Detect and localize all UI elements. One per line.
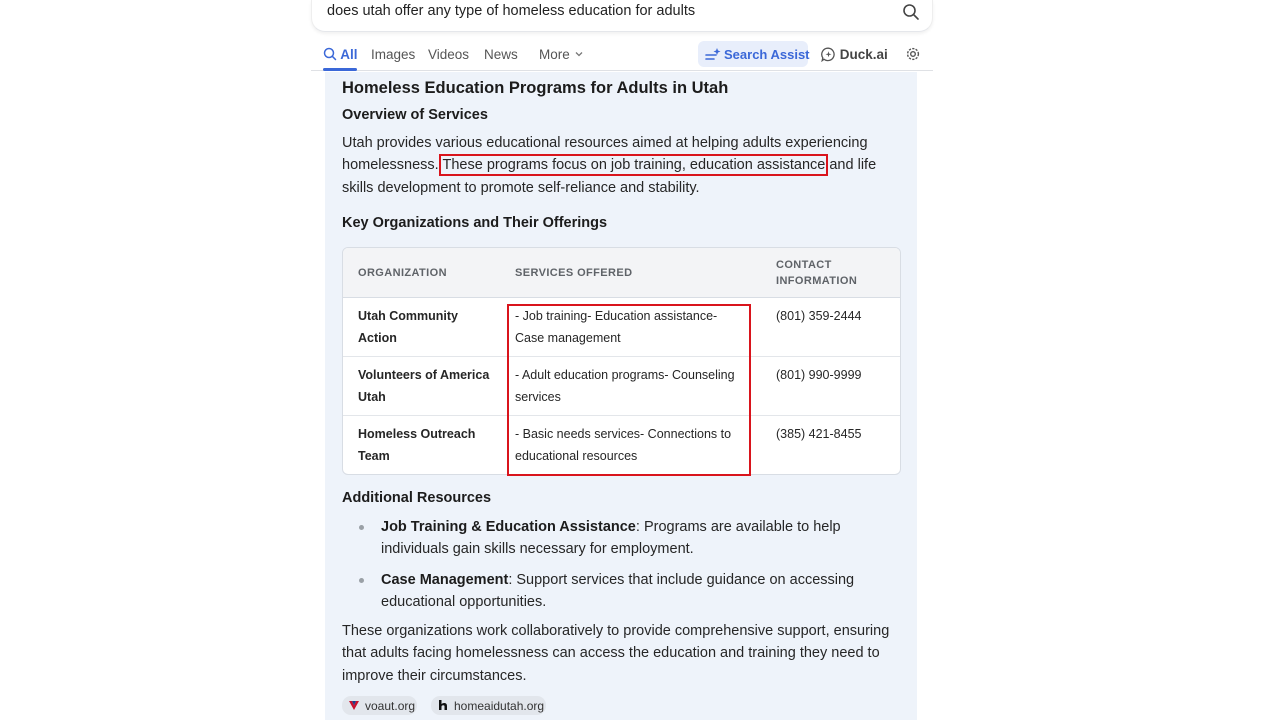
active-tab-indicator (323, 68, 357, 71)
resource-term: Job Training & Education Assistance (381, 519, 636, 535)
resource-desc: : Support services that include guidance on accessing educational opportunities. (381, 571, 855, 610)
duck-ai-label: Duck.ai (839, 47, 888, 62)
list-item (342, 569, 902, 614)
voa-logo-icon (348, 699, 360, 711)
closing-paragraph: These organizations work collaboratively to provide comprehensive support, ensuring that adults facing homelessness can access the education and training they need to improve their circumstances. (342, 623, 890, 684)
search-bar[interactable] (311, 0, 933, 32)
gear-icon[interactable] (905, 46, 921, 62)
tab-news[interactable]: News (484, 47, 518, 62)
resource-desc: : Programs are available to help individuals gain skills necessary for employment. (381, 519, 841, 558)
table-header (343, 248, 900, 298)
organizations-heading: Key Organizations and Their Offerings (342, 215, 608, 231)
sparkle-icon (705, 47, 721, 61)
source-chip[interactable] (342, 696, 417, 715)
services-cell: - Basic needs services- Connections to educational resources (515, 427, 732, 463)
tab-more-label: More (539, 47, 570, 62)
source-label: voaut.org (365, 699, 416, 713)
source-chip[interactable] (431, 696, 546, 715)
overview-text-end: and life skills development to promote self-reliance and stability. (342, 157, 877, 196)
contact-cell: (801) 359-2444 (776, 309, 862, 323)
homeaid-logo-icon (437, 699, 449, 711)
org-name: Utah Community Action (358, 309, 458, 345)
contact-cell: (385) 421-8455 (776, 427, 862, 441)
tab-images[interactable]: Images (371, 47, 416, 62)
overview-paragraph (342, 132, 902, 199)
tab-all[interactable] (323, 47, 358, 62)
org-name: Homeless Outreach Team (358, 427, 476, 463)
header-services: SERVICES OFFERED (515, 267, 633, 279)
list-item (342, 516, 902, 561)
search-assist-label: Search Assist (724, 47, 810, 62)
answer-title: Homeless Education Programs for Adults in Utah (342, 79, 729, 97)
chevron-down-icon (574, 49, 584, 59)
search-tabs (311, 38, 933, 71)
resource-term: Case Management (381, 571, 509, 588)
table-row (343, 357, 900, 416)
header-organization: ORGANIZATION (358, 267, 447, 279)
organizations-table (342, 247, 901, 475)
source-label: homeaidutah.org (454, 699, 545, 713)
search-assist-panel (325, 72, 917, 720)
header-contact: CONTACT INFORMATION (776, 259, 858, 287)
highlighted-text: These programs focus on job training, education assistance (442, 157, 826, 174)
duck-ai-button[interactable] (821, 47, 888, 62)
services-cell: - Job training- Education assistance- Case management (515, 309, 718, 345)
tab-more[interactable] (539, 47, 584, 62)
search-icon[interactable] (902, 3, 920, 21)
search-assist-button[interactable] (698, 41, 808, 67)
tab-videos[interactable]: Videos (428, 47, 470, 62)
org-name: Volunteers of America Utah (358, 368, 490, 404)
resources-list (342, 516, 902, 621)
chat-bubble-icon (821, 47, 836, 62)
services-cell: - Adult education programs- Counseling services (515, 368, 735, 404)
tab-all-label: All (340, 47, 358, 62)
table-row (343, 298, 900, 357)
contact-cell: (801) 990-9999 (776, 368, 862, 382)
overview-heading: Overview of Services (342, 107, 488, 123)
search-icon (323, 47, 337, 61)
overview-text-start: Utah provides various educational resources aimed at helping adults experiencing homelessness. (342, 135, 868, 174)
table-row (343, 416, 900, 475)
resources-heading: Additional Resources (342, 490, 492, 506)
search-input[interactable]: does utah offer any type of homeless education for adults (327, 3, 696, 19)
